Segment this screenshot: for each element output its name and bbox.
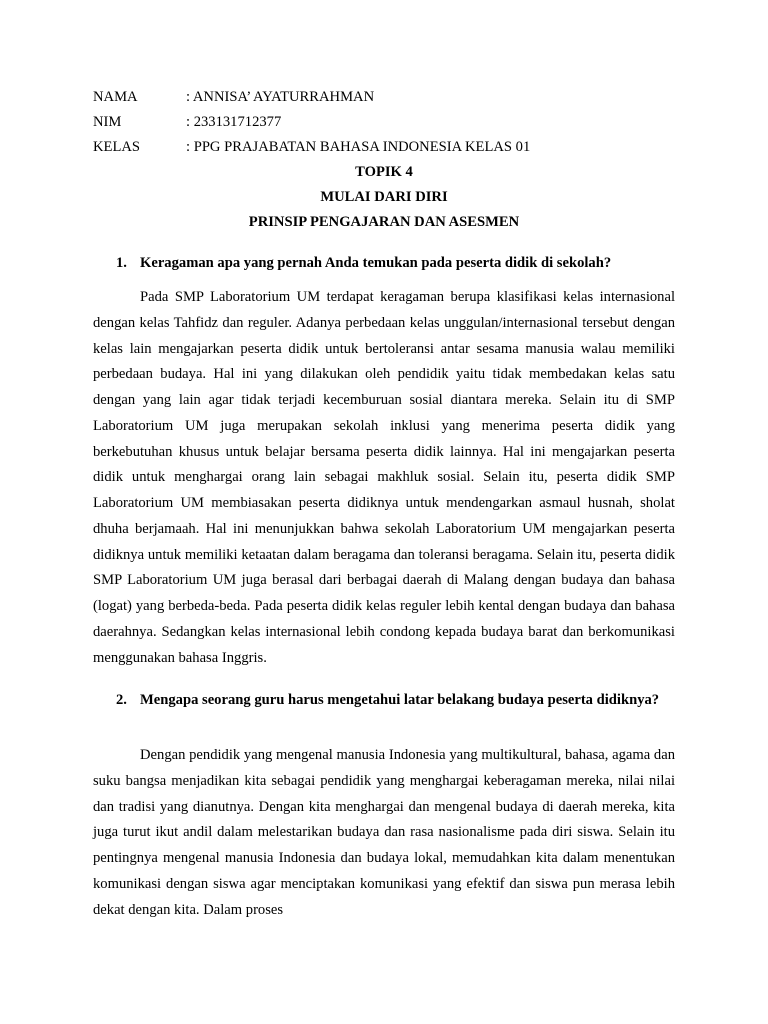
question-2 bbox=[116, 688, 675, 714]
nim-value: : 233131712377 bbox=[186, 114, 282, 130]
class-row bbox=[93, 136, 530, 158]
topic-heading: TOPIK 4 bbox=[355, 164, 413, 180]
question-1 bbox=[116, 251, 675, 277]
name-row bbox=[93, 86, 374, 108]
question-1-number: 1. bbox=[116, 255, 127, 271]
nim-row bbox=[93, 111, 281, 133]
answer-2-paragraph: Dengan pendidik yang mengenal manusia Indonesia yang multikultural, bahasa, agama dan suku bangsa menjadikan kita sebagai pendidik yang menghargai keberagaman mereka, nilai nilai dan tradisi yang dianutnya. Dengan kita menghargai dan mengenal budaya di daerah mereka, kita juga turut ikut andil dalam melestarikan budaya dan rasa nasionalisme pada diri siswa. Selain itu pentingnya mengenal manusia Indonesia dan budaya lokal, memudahkan kita dalam menentukan komunikasi dengan siswa agar menciptakan komunikasi yang efektif dan siswa pun merasa lebih dekat dengan kita. Dalam proses bbox=[93, 747, 675, 918]
document-subtitle: PRINSIP PENGAJARAN DAN ASESMEN bbox=[248, 214, 520, 230]
answer-1-paragraph: Pada SMP Laboratorium UM terdapat keragaman berupa klasifikasi kelas internasional dengan kelas Tahfidz dan reguler. Adanya perbedaan kelas unggulan/internasional tersebut dengan kelas lain mengajarkan peserta didik untuk bertoleransi antar sesama manusia walau memiliki perbedaan budaya. Hal ini yang dilakukan oleh pendidik yaitu tidak membedakan kelas satu dengan yang lain agar tidak terjadi kecemburuan sosial diantara mereka. Selain itu di SMP Laboratorium UM juga merupakan sekolah inklusi yang menerima peserta didik yang berkebutuhan khusus untuk belajar bersama peserta didik lainnya. Hal ini mengajarkan peserta didik untuk menghargai orang lain sebagai makhluk sosial. Selain itu, peserta didik SMP Laboratorium UM membiasakan peserta didiknya untuk mendengarkan asmaul husnah, sholat dhuha berjamaah. Hal ini menunjukkan bahwa sekolah Laboratorium UM mengajarkan peserta didiknya untuk memiliki ketaatan dalam beragama dan toleransi beragama. Selain itu, peserta didik SMP Laboratorium UM juga berasal dari berbagai daerah di Malang dengan budaya dan bahasa (logat) yang berbeda-beda. Pada peserta didik kelas reguler lebih kental dengan budaya dan bahasa daerahnya. Sedangkan kelas internasional lebih condong kepada budaya barat dan berkomunikasi menggunakan bahasa Inggris. bbox=[93, 289, 675, 666]
document-title: MULAI DARI DIRI bbox=[320, 189, 448, 205]
class-label: KELAS bbox=[93, 139, 141, 155]
class-value: : PPG PRAJABATAN BAHASA INDONESIA KELAS 01 bbox=[186, 139, 531, 155]
nim-label: NIM bbox=[93, 114, 122, 130]
name-label: NAMA bbox=[93, 89, 138, 105]
question-1-text: Keragaman apa yang pernah Anda temukan pada peserta didik di sekolah? bbox=[140, 255, 612, 271]
question-2-text: Mengapa seorang guru harus mengetahui latar belakang budaya peserta didiknya? bbox=[140, 692, 660, 708]
question-2-number: 2. bbox=[116, 692, 127, 708]
name-value: : ANNISA’ AYATURRAHMAN bbox=[186, 89, 375, 105]
